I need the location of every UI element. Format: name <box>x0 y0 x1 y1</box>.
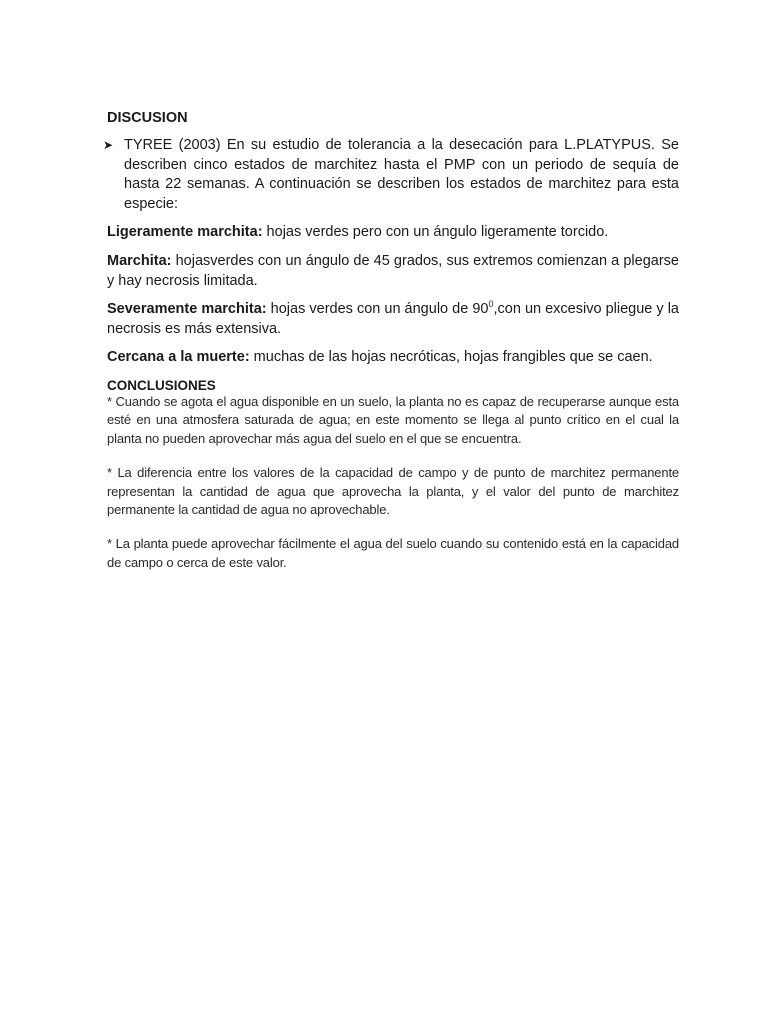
state-term: Severamente marchita: <box>107 301 267 318</box>
conclusion-paragraph: * Cuando se agota el agua disponible en un suelo, la planta no es capaz de recuperarse aunque esta esté en una atmosfera saturada de agua; en este momento se llega al punto crítico en el cual la planta no pueden aprovechar más agua del suelo en el que se encuentra. <box>107 393 679 446</box>
page-content <box>103 109 679 588</box>
discusion-heading: DISCUSION <box>107 110 188 126</box>
state-text: muchas de las hojas necróticas, hojas frangibles que se caen. <box>249 349 653 366</box>
state-superscript: 0 <box>488 299 494 310</box>
state-term: Marchita: <box>107 252 172 269</box>
state-text-after: ,con un excesivo pliegue y la necrosis es más extensiva. <box>107 301 679 337</box>
conclusion-paragraph: * La diferencia entre los valores de la capacidad de campo y de punto de marchitez permanente representan la cantidad de agua que aprovecha la planta, y el valor del punto de marchitez permanente la cantidad de agua no aprovechable. <box>107 465 679 517</box>
bullet-text: TYREE (2003) En su estudio de tolerancia a la desecación para L.PLATYPUS. Se describen cinco estados de marchitez hasta el PMP con un periodo de sequía de hasta 22 semanas. A continuación se describen los estados de marchitez para esta especie: <box>124 137 679 212</box>
conclusion-paragraph: * La planta puede aprovechar fácilmente el agua del suelo cuando su contenido está en la capacidad de campo o cerca de este valor. <box>107 536 679 570</box>
state-ligeramente-marchita <box>107 223 679 243</box>
state-text: hojas verdes pero con un ángulo ligeramente torcido. <box>262 224 609 241</box>
state-term: Ligeramente marchita: <box>107 224 263 241</box>
state-marchita <box>107 252 679 291</box>
state-cercana-a-la-muerte <box>107 348 679 368</box>
state-text: hojasverdes con un ángulo de 45 grados, sus extremos comienzan a plegarse y hay necrosis limitada. <box>107 252 679 289</box>
conclusiones-heading: CONCLUSIONES <box>107 377 216 393</box>
bullet-item <box>103 136 679 214</box>
arrow-bullet-icon: ➤ <box>103 138 114 152</box>
state-text-before: hojas verdes con un ángulo de 90 <box>266 301 489 318</box>
state-term: Cercana a la muerte: <box>107 349 250 366</box>
state-severamente-marchita <box>107 300 679 339</box>
